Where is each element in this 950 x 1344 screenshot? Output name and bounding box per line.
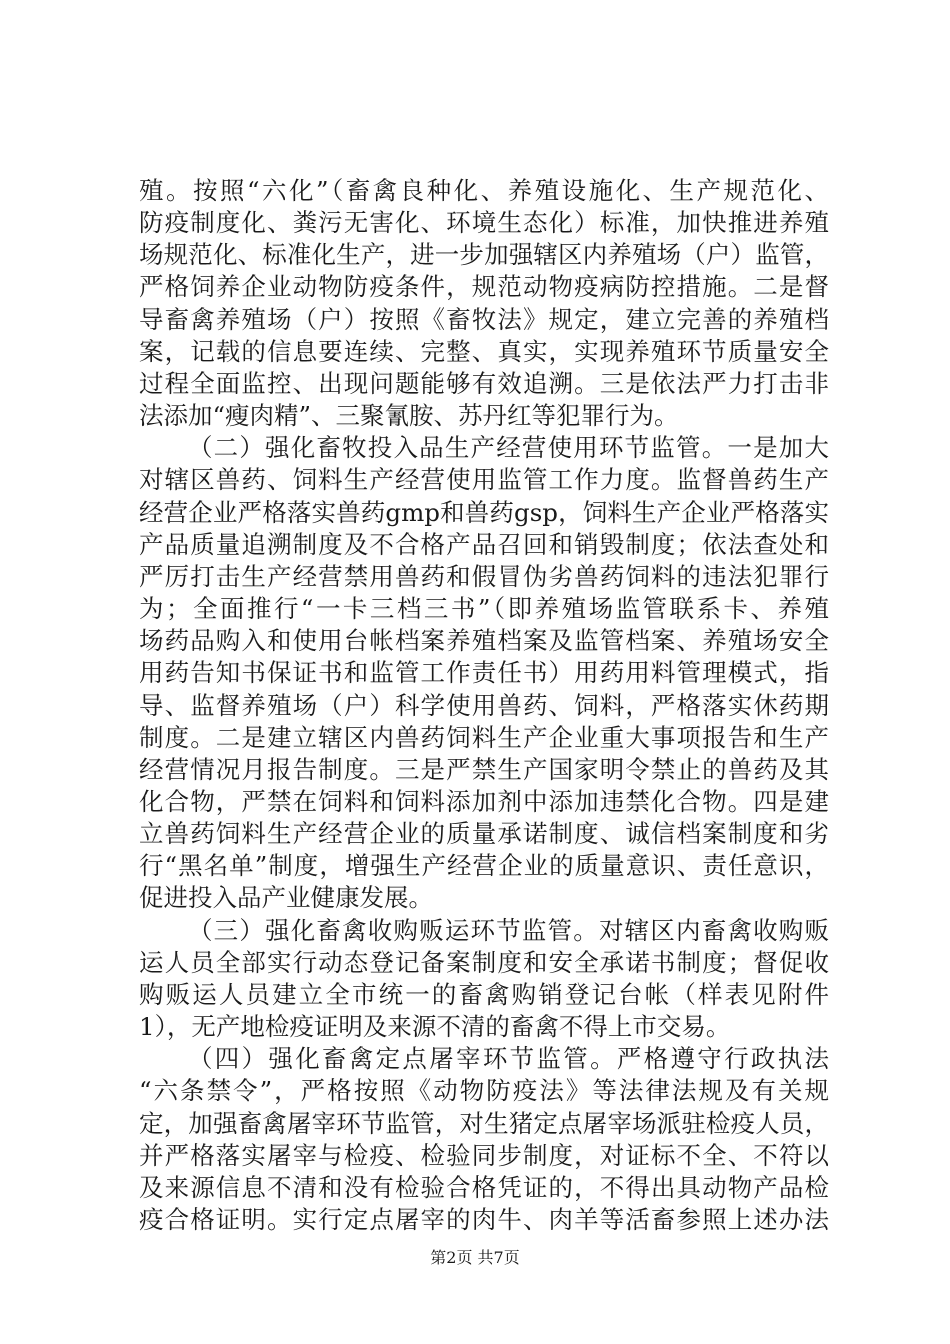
body-line: 用药告知书保证书和监管工作责任书）用药用料管理模式，指	[139, 658, 829, 688]
body-line: 场药品购入和使用台帐档案养殖档案及监管档案、养殖场安全	[139, 626, 829, 656]
body-line: 疫合格证明。实行定点屠宰的肉牛、肉羊等活畜参照上述办法	[139, 1205, 829, 1234]
body-line: 经营情况月报告制度。三是严禁生产国家明令禁止的兽药及其	[139, 754, 829, 784]
body-line: 殖。按照“六化”（畜禽良种化、养殖设施化、生产规范化、	[139, 176, 829, 205]
body-line: 场规范化、标准化生产，进一步加强辖区内养殖场（户）监管，	[139, 240, 829, 270]
body-line: 经营企业严格落实兽药gmp和兽药gsp，饲料生产企业严格落实	[139, 497, 829, 527]
body-line: “六条禁令”，严格按照《动物防疫法》等法律法规及有关规	[139, 1076, 829, 1106]
body-line: 导畜禽养殖场（户）按照《畜牧法》规定，建立完善的养殖档	[139, 304, 829, 334]
body-line: 法添加“瘦肉精”、三聚氰胺、苏丹红等犯罪行为。	[139, 401, 679, 431]
body-line: 促进投入品产业健康发展。	[139, 883, 433, 913]
body-line: 案，记载的信息要连续、完整、真实，实现养殖环节质量安全	[139, 336, 829, 366]
body-line: 购贩运人员建立全市统一的畜禽购销登记台帐（样表见附件	[139, 979, 829, 1009]
body-line: 1），无产地检疫证明及来源不清的畜禽不得上市交易。	[139, 1012, 731, 1042]
body-line: 立兽药饲料生产经营企业的质量承诺制度、诚信档案制度和劣	[139, 819, 829, 849]
body-line: 为；全面推行“一卡三档三书”（即养殖场监管联系卡、养殖	[139, 594, 829, 624]
body-line: 及来源信息不清和没有检验合格凭证的，不得出具动物产品检	[139, 1172, 829, 1202]
body-line: 过程全面监控、出现问题能够有效追溯。三是依法严力打击非	[139, 368, 829, 398]
body-line: 导、监督养殖场（户）科学使用兽药、饲料，严格落实休药期	[139, 690, 829, 720]
body-line: 制度。二是建立辖区内兽药饲料生产企业重大事项报告和生产	[139, 722, 829, 752]
page-number-footer: 第2页 共7页	[430, 1248, 520, 1267]
body-line: 运人员全部实行动态登记备案制度和安全承诺书制度；督促收	[139, 947, 829, 977]
body-line: 化合物，严禁在饲料和饲料添加剂中添加违禁化合物。四是建	[139, 786, 829, 816]
body-line: 行“黑名单”制度，增强生产经营企业的质量意识、责任意识，	[139, 851, 829, 881]
body-line: 严格饲养企业动物防疫条件，规范动物疫病防控措施。二是督	[139, 272, 829, 302]
body-line: 对辖区兽药、饲料生产经营使用监管工作力度。监督兽药生产	[139, 465, 829, 495]
paragraph-heading-2: （二）强化畜牧投入品生产经营使用环节监管。一是加大	[188, 433, 829, 463]
paragraph-heading-4: （四）强化畜禽定点屠宰环节监管。严格遵守行政执法	[188, 1044, 829, 1074]
paragraph-heading-3: （三）强化畜禽收购贩运环节监管。对辖区内畜禽收购贩	[188, 915, 829, 945]
body-line: 产品质量追溯制度及不合格产品召回和销毁制度；依法查处和	[139, 529, 829, 559]
body-line: 定，加强畜禽屠宰环节监管，对生猪定点屠宰场派驻检疫人员，	[139, 1108, 829, 1138]
body-line: 并严格落实屠宰与检疫、检验同步制度，对证标不全、不符以	[139, 1140, 829, 1170]
body-line: 防疫制度化、粪污无害化、环境生态化）标准，加快推进养殖	[139, 208, 829, 238]
body-line: 严厉打击生产经营禁用兽药和假冒伪劣兽药饲料的违法犯罪行	[139, 561, 829, 591]
